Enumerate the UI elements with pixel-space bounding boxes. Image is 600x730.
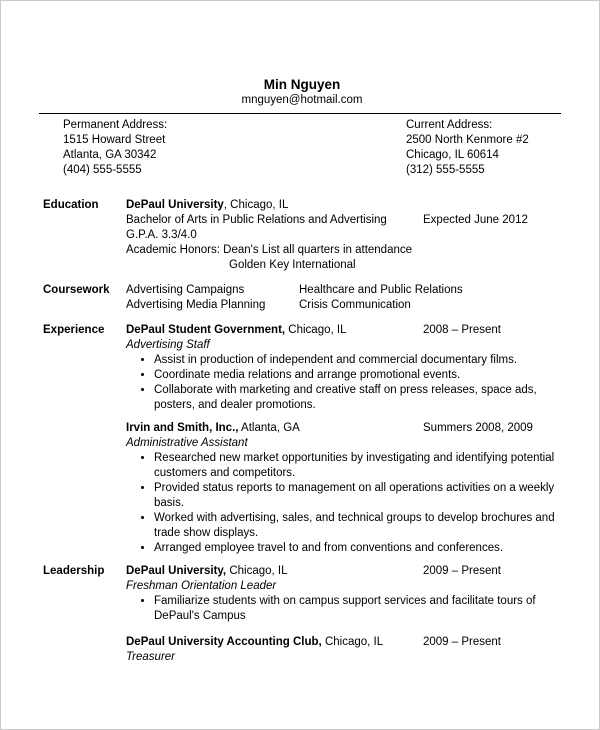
bullet-item: • Collaborate with marketing and creative staff on press releases, space ads, posters, and dealer promotions. — [154, 383, 561, 413]
permanent-address-label: Permanent Address: — [63, 119, 168, 131]
header-divider — [39, 113, 561, 114]
expected-graduation: Expected June 2012 — [423, 214, 528, 226]
job-bullets — [126, 451, 561, 556]
academic-honors-line: Academic Honors: Dean's List all quarters in attendance — [126, 244, 413, 256]
current-address-city: Chicago, IL 60614 — [406, 149, 499, 161]
coursework-section-label: Coursework — [43, 284, 110, 296]
school-name: DePaul University — [126, 199, 224, 211]
role-title: Freshman Orientation Leader — [126, 580, 277, 592]
job-title: Administrative Assistant — [126, 437, 248, 449]
role-company-line — [126, 564, 423, 579]
company-name: DePaul Student Government, — [126, 324, 286, 336]
education-section-label: Education — [43, 199, 99, 211]
candidate-name: Min Nguyen — [263, 77, 341, 92]
job — [126, 421, 561, 556]
degree-text: Bachelor of Arts in Public Relations and Advertising — [126, 214, 387, 226]
coursework-item: Advertising Media Planning — [126, 299, 266, 311]
leadership-section-label: Leadership — [43, 565, 105, 577]
coursework-item: Crisis Communication — [299, 299, 411, 311]
bullet-item: • Worked with advertising, sales, and technical groups to develop brochures and trade show displays. — [154, 511, 561, 541]
role-company-line — [126, 635, 423, 650]
bullet-item: • Assist in production of independent and commercial documentary films. — [154, 353, 561, 368]
bullet-item: • Researched new market opportunities by investigating and identifying potential customers and competitors. — [154, 451, 561, 481]
coursework-item: Healthcare and Public Relations — [299, 284, 463, 296]
current-address-phone: (312) 555-5555 — [406, 164, 485, 176]
bullet-item: • Arranged employee travel to and from conventions and conferences. — [154, 541, 561, 556]
role-header — [126, 635, 561, 650]
job — [126, 323, 561, 413]
role-location: Chicago, IL — [321, 636, 384, 648]
coursework-section — [43, 283, 561, 313]
school-line — [126, 198, 561, 213]
honors-extra-line: Golden Key International — [229, 259, 356, 271]
role-location: Chicago, IL — [226, 565, 288, 577]
company-name: Irvin and Smith, Inc., — [126, 422, 239, 434]
leadership-content — [126, 564, 561, 665]
job-header — [126, 323, 561, 338]
company-name: DePaul University, — [126, 565, 227, 577]
experience-section-label: Experience — [43, 324, 105, 336]
job-bullets — [126, 353, 561, 413]
coursework-item: Advertising Campaigns — [126, 284, 245, 296]
job-header — [126, 421, 561, 436]
leadership-role — [126, 635, 561, 665]
leadership-section — [43, 564, 561, 665]
current-address-street: 2500 North Kenmore #2 — [406, 134, 529, 146]
job-dates: Summers 2008, 2009 — [423, 422, 533, 434]
role-title: Treasurer — [126, 651, 175, 663]
job-location: Chicago, IL — [285, 324, 347, 336]
role-dates: 2009 – Present — [423, 636, 502, 648]
job-location: Atlanta, GA — [238, 422, 300, 434]
current-address-label: Current Address: — [406, 119, 493, 131]
gpa-line: G.P.A. 3.3/4.0 — [126, 229, 197, 241]
degree-line — [126, 213, 561, 228]
job-company-line — [126, 421, 423, 436]
current-address — [406, 118, 561, 178]
role-dates: 2009 – Present — [423, 565, 502, 577]
job-dates: 2008 – Present — [423, 324, 502, 336]
experience-content — [126, 323, 561, 556]
permanent-address-street: 1515 Howard Street — [63, 134, 166, 146]
leadership-role — [126, 564, 561, 624]
permanent-address-city: Atlanta, GA 30342 — [63, 149, 157, 161]
candidate-email: mnguyen@hotmail.com — [241, 94, 363, 106]
job-company-line — [126, 323, 423, 338]
coursework-content — [126, 283, 561, 313]
school-location: , Chicago, IL — [223, 199, 289, 211]
experience-section — [43, 323, 561, 556]
role-header — [126, 564, 561, 579]
bullet-item: • Familiarize students with on campus support services and facilitate tours of DePaul's Campus — [154, 594, 561, 624]
company-name: DePaul University Accounting Club, — [126, 636, 322, 648]
job-title: Advertising Staff — [126, 339, 210, 351]
coursework-row — [126, 298, 561, 313]
bullet-item: • Provided status reports to management on all operations activities on a weekly basis. — [154, 481, 561, 511]
education-content — [126, 198, 561, 273]
permanent-address-phone: (404) 555-5555 — [63, 164, 142, 176]
coursework-row — [126, 283, 561, 298]
role-bullets — [126, 594, 561, 624]
address-block — [43, 118, 561, 178]
education-section — [43, 198, 561, 273]
bullet-item: • Coordinate media relations and arrange promotional events. — [154, 368, 561, 383]
permanent-address — [63, 118, 406, 178]
